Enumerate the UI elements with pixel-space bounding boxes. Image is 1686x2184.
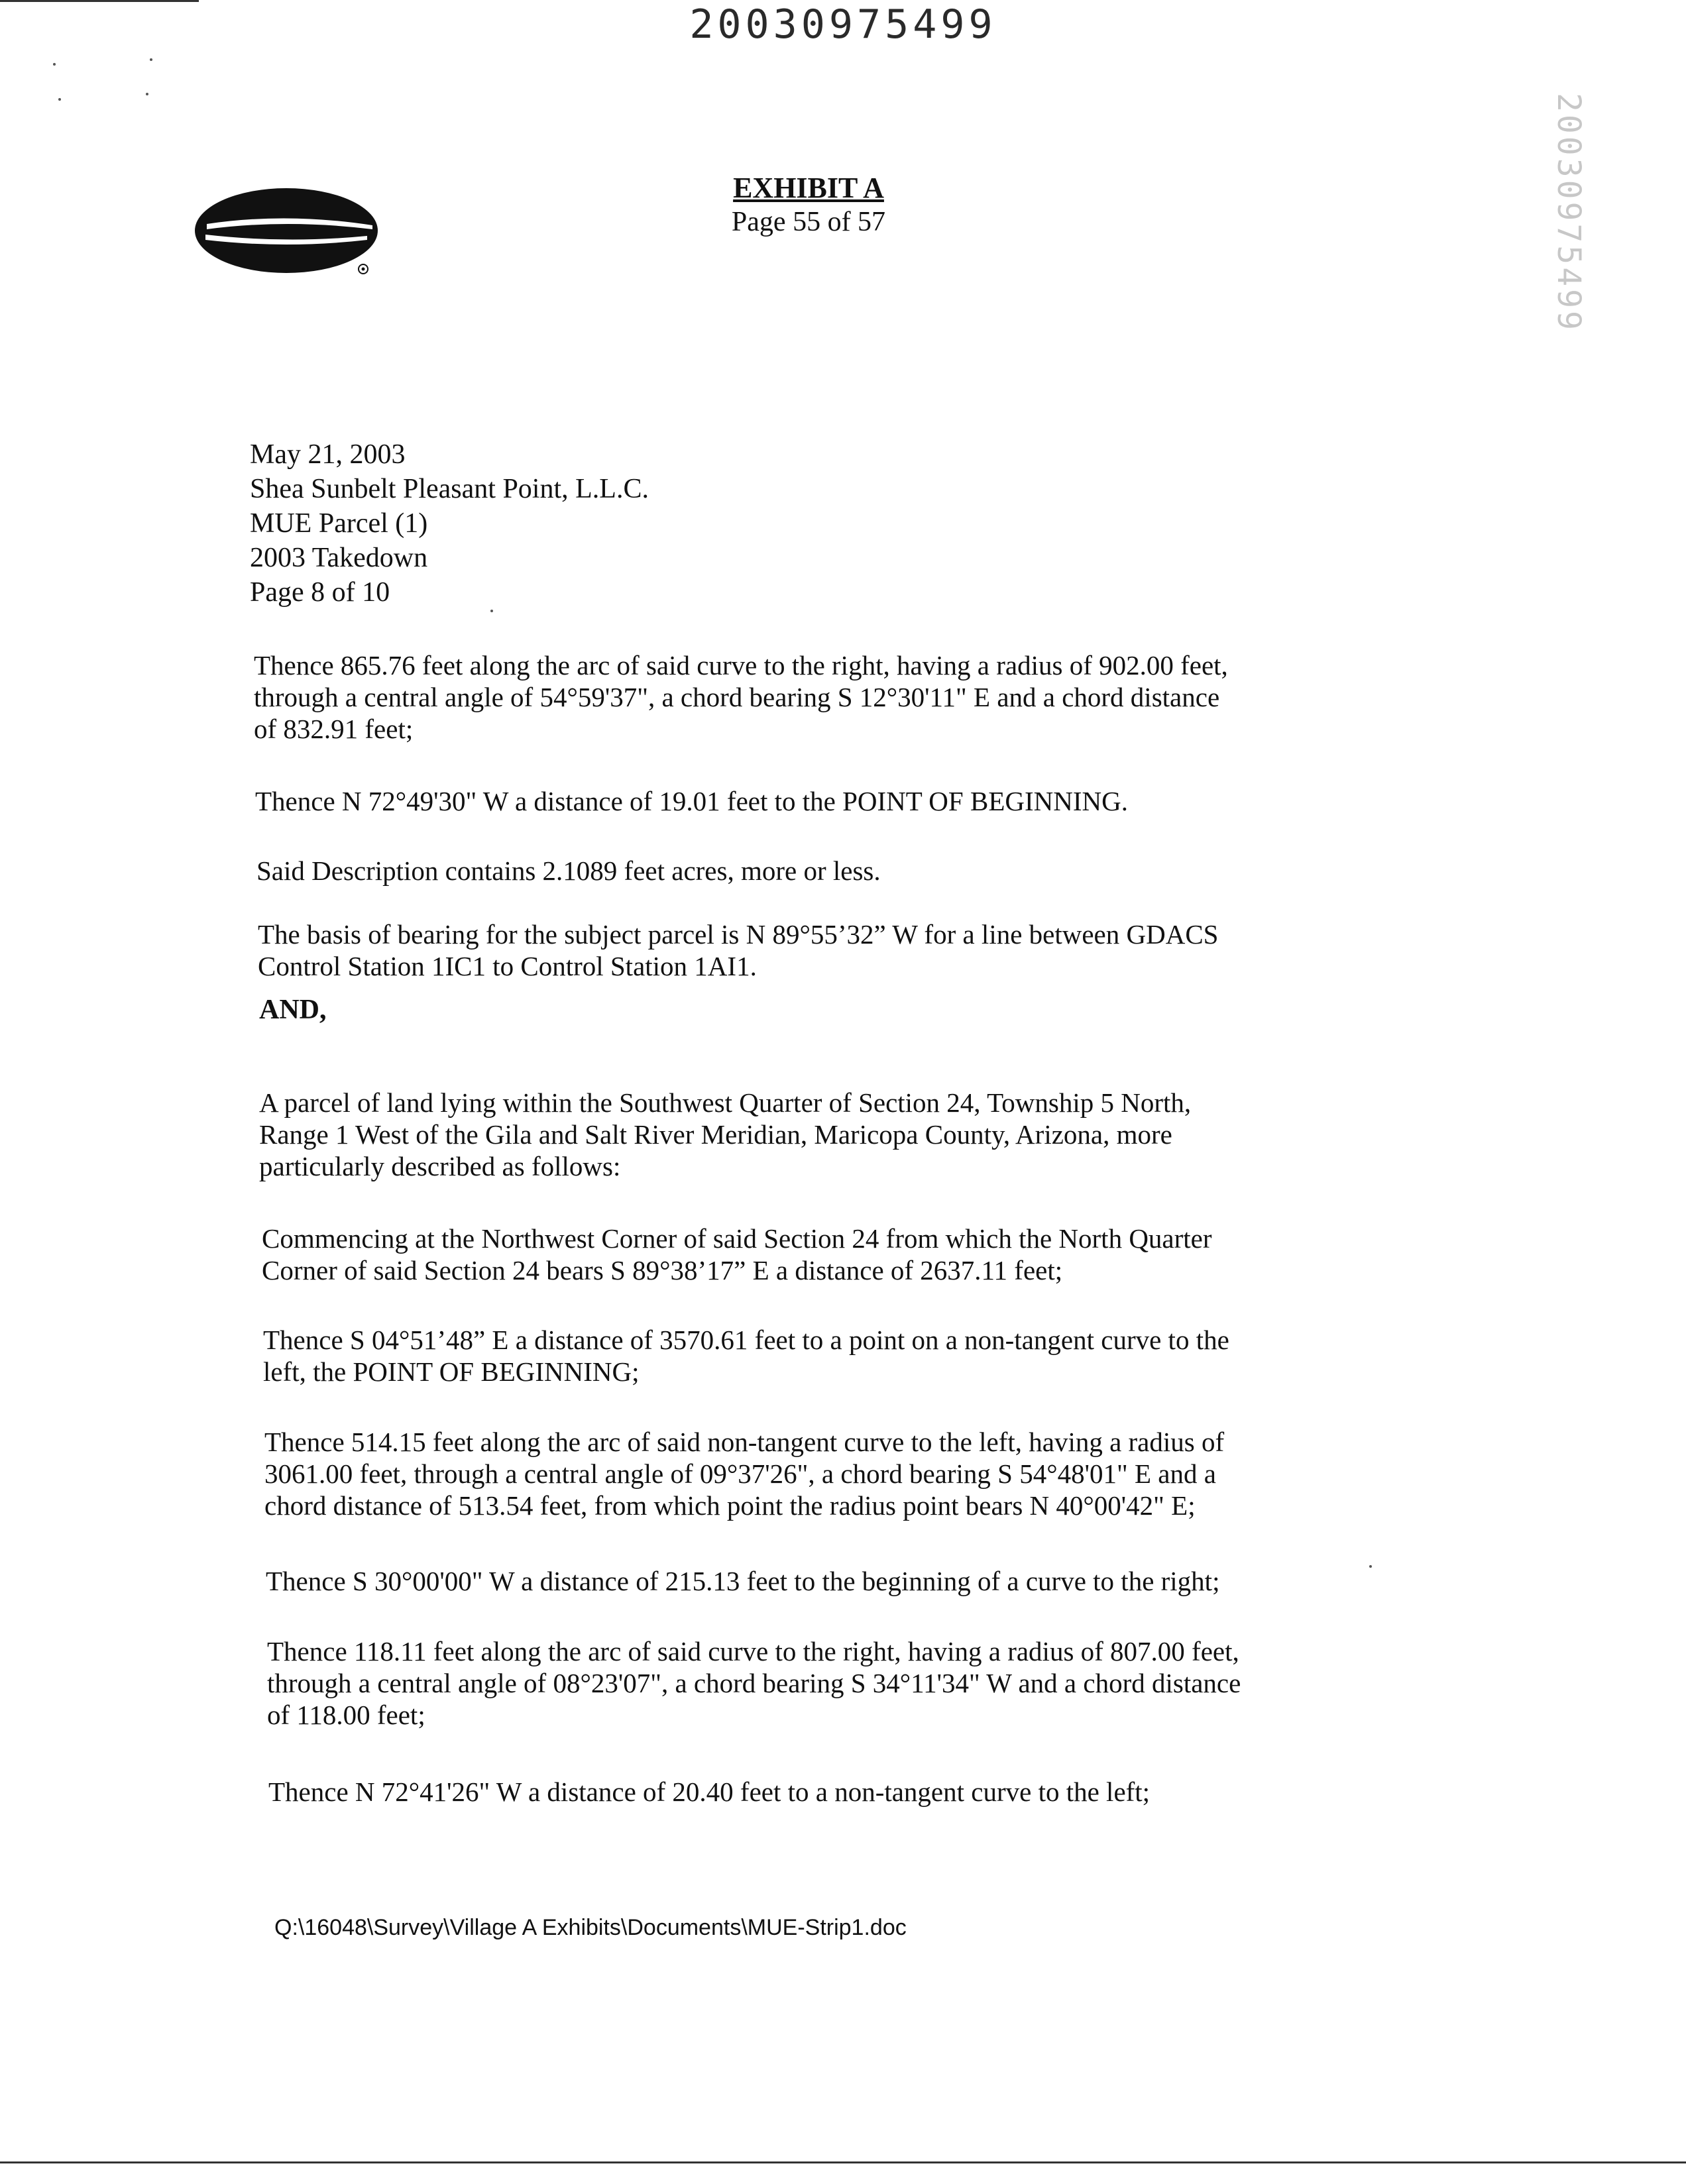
paragraph-arc-non-tangent (264, 1426, 1391, 1521)
text-line: of 832.91 feet; (254, 714, 414, 744)
paragraph-thence-n72 (268, 1776, 1395, 1808)
text-line: through a central angle of 08°23'07", a chord bearing S 34°11'34" W and a chord distance (267, 1668, 1241, 1698)
scan-speck (58, 98, 61, 101)
text-line: Thence S 30°00'00" W a distance of 215.13 feet to the beginning of a curve to the right; (266, 1566, 1220, 1596)
scan-speck (1369, 1565, 1372, 1568)
text-line: Thence 118.11 feet along the arc of said curve to the right, having a radius of 807.00 feet, (267, 1636, 1239, 1666)
shea-logo-icon (194, 186, 392, 285)
meta-date: May 21, 2003 (250, 439, 406, 470)
exhibit-title: EXHIBIT A (733, 172, 884, 204)
text-line: Commencing at the Northwest Corner of said Section 24 from which the North Quarter (262, 1223, 1212, 1254)
side-stamp: 20030975499 (1550, 93, 1587, 333)
text-line: of 118.00 feet; (267, 1700, 425, 1730)
paragraph-commencing (262, 1223, 1388, 1286)
paragraph-arc-curve-right (254, 649, 1380, 745)
text-line: particularly described as follows: (259, 1151, 621, 1181)
scan-speck (53, 63, 56, 66)
text-line: Thence 514.15 feet along the arc of said non-tangent curve to the left, having a radius of (264, 1427, 1225, 1457)
text-line: chord distance of 513.54 feet, from which point the radius point bears N 40°00'42" E; (264, 1490, 1196, 1521)
text-line: Thence N 72°41'26" W a distance of 20.40 feet to a non-tangent curve to the left; (268, 1776, 1151, 1807)
meta-company: Shea Sunbelt Pleasant Point, L.L.C. (250, 474, 649, 504)
text-line: A parcel of land lying within the Southwest Quarter of Section 24, Township 5 North, (259, 1087, 1192, 1118)
text-line: Thence 865.76 feet along the arc of said curve to the right, having a radius of 902.00 feet, (254, 650, 1228, 681)
scan-speck (490, 610, 493, 612)
exhibit-page-number: Page 55 of 57 (731, 207, 886, 237)
text-line: The basis of bearing for the subject parcel is N 89°55’32” W for a line between GDACS (258, 919, 1219, 950)
footer-file-path: Q:\16048\Survey\Village A Exhibits\Documents\MUE-Strip1.doc (274, 1915, 907, 1940)
text-line: 3061.00 feet, through a central angle of 09°37'26", a chord bearing S 54°48'01" E and a (264, 1458, 1216, 1489)
paragraph-arc-curve-right-2 (267, 1635, 1394, 1731)
meta-takedown: 2003 Takedown (250, 543, 428, 573)
paragraph-thence-s04 (263, 1324, 1390, 1388)
exhibit-header (729, 171, 888, 238)
text-line: left, the POINT OF BEGINNING; (263, 1356, 640, 1387)
meta-parcel: MUE Parcel (1) (250, 508, 428, 539)
paragraph-point-of-beginning (255, 785, 1382, 817)
scan-speck (146, 93, 148, 95)
scan-speck (150, 58, 152, 61)
text-line: Corner of said Section 24 bears S 89°38’17” E a distance of 2637.11 feet; (262, 1255, 1063, 1285)
text-line: Thence N 72°49'30" W a distance of 19.01 feet to the POINT OF BEGINNING. (255, 786, 1128, 816)
bottom-rule (0, 2161, 1686, 2163)
text-line: Control Station 1IC1 to Control Station 1AI1. (258, 951, 757, 981)
paragraph-thence-s30 (266, 1565, 1392, 1597)
text-line: Thence S 04°51’48” E a distance of 3570.61 feet to a point on a non-tangent curve to the (263, 1325, 1229, 1355)
paragraph-parcel-location (259, 1087, 1386, 1182)
recording-number: 20030975499 (689, 1, 997, 48)
text-line: Range 1 West of the Gila and Salt River Meridian, Maricopa County, Arizona, more (259, 1119, 1172, 1150)
meta-page: Page 8 of 10 (250, 577, 390, 608)
document-meta (250, 437, 649, 610)
paragraph-basis-of-bearing (258, 918, 1384, 982)
text-line: Said Description contains 2.1089 feet acres, more or less. (256, 855, 881, 886)
paragraph-acreage (256, 855, 1383, 887)
text-line: through a central angle of 54°59'37", a chord bearing S 12°30'11" E and a chord distance (254, 682, 1220, 712)
and-heading: AND, (259, 995, 327, 1025)
